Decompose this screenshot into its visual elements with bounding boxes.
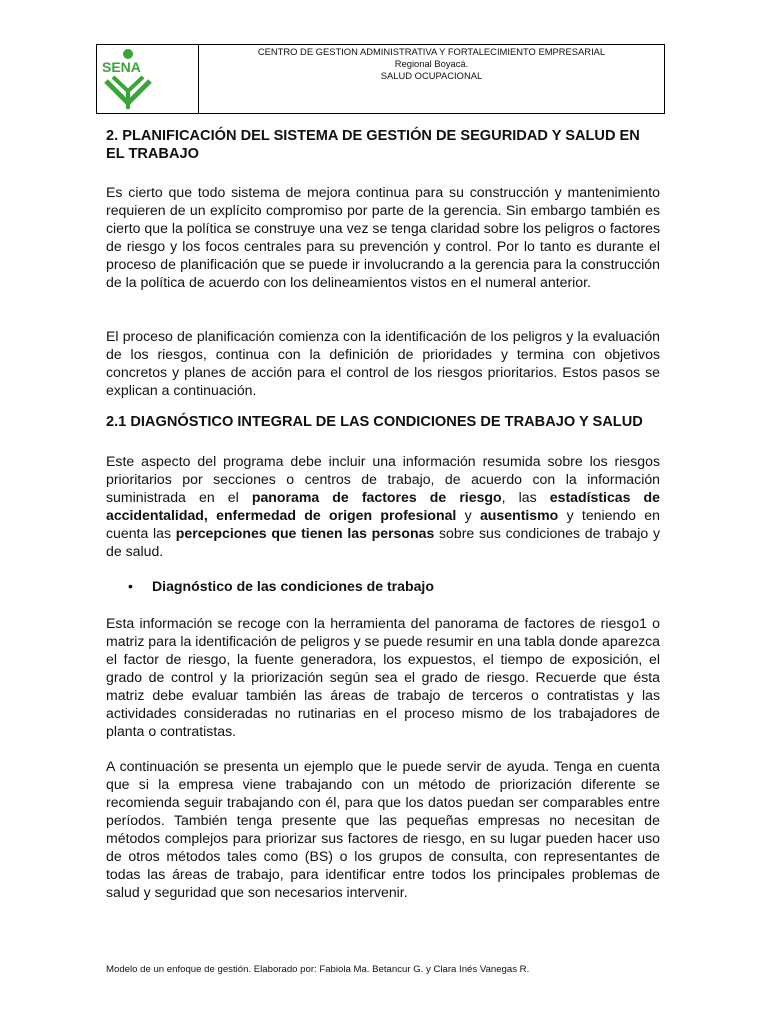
document-footer: Modelo de un enfoque de gestión. Elaborado por: Fabiola Ma. Betancur G. y Clara Inés Vanegas R.: [106, 964, 530, 975]
section-2-1-title: 2.1 DIAGNÓSTICO INTEGRAL DE LAS CONDICIONES DE TRABAJO Y SALUD: [106, 414, 643, 430]
sena-logo-icon: [101, 47, 157, 111]
section-2-paragraph-1: Es cierto que todo sistema de mejora continua para su construcción y mantenimiento requieren de un explícito compromiso por parte de la gerencia. Sin embargo también es cierto que la política se construye una vez se tenga claridad sobre los peligros o factores de riesgo y los focos centrales para su prevención y control. Por lo tanto es durante el proceso de planificación que se puede ir involucrando a la gerencia para la construcción de la política de acuerdo con los delineamientos vistos en el numeral anterior.: [106, 184, 660, 290]
logo-cell: [97, 45, 199, 113]
svg-text:SENA: SENA: [102, 59, 141, 75]
header-institution: CENTRO DE GESTION ADMINISTRATIVA Y FORTALECIMIENTO EMPRESARIAL: [257, 46, 606, 57]
bullet-dot-icon: •: [128, 578, 133, 594]
section-2-1-paragraph-3: A continuación se presenta un ejemplo que le puede servir de ayuda. Tenga en cuenta que si la empresa viene trabajando con un método de priorización diferente se recomienda seguir trabajando con él, para que los datos puedan ser comparables entre períodos. También tenga presente que las pequeñas empresas no necesitan de métodos complejos para priorizar sus factores de riesgo, en su lugar pueden hacer uso de otros métodos tales como (BS) o los grupos de consulta, con representantes de todas las áreas de trabajo, para identificar entre todos los principales problemas de salud y seguridad que son necesarios intervenir.: [106, 758, 660, 900]
document-header: [96, 44, 665, 114]
bullet-item: [128, 577, 628, 595]
header-text: [199, 45, 664, 113]
section-2-paragraph-2: El proceso de planificación comienza con la identificación de los peligros y la evaluación de los riesgos, continua con la definición de prioridades y termina con objetivos concretos y planes de acción para el control de los riesgos prioritarios. Estos pasos se explican a continuación.: [106, 328, 660, 398]
section-2-title: 2. PLANIFICACIÓN DEL SISTEMA DE GESTIÓN DE SEGURIDAD Y SALUD EN EL TRABAJO: [106, 128, 640, 162]
header-region: Regional Boyacá.: [394, 58, 469, 69]
bullet-label: Diagnóstico de las condiciones de trabajo: [152, 578, 434, 594]
section-2-1-paragraph-2: Esta información se recoge con la herramienta del panorama de factores de riesgo1 o matriz para la identificación de peligros y se puede resumir en una tabla donde aparezca el factor de riesgo, la fuente generadora, los expuestos, el tiempo de exposición, el grado de control y la priorización según sea el grado de riesgo. Recuerde que ésta matriz debe evaluar también las áreas de trabajo de terceros o contratistas y las actividades consideradas no rutinarias en el proceso mismo de los trabajadores de planta o contratistas.: [106, 615, 660, 739]
header-program: SALUD OCUPACIONAL: [380, 70, 483, 81]
section-2-1-paragraph-1: Este aspecto del programa debe incluir una información resumida sobre los riesgos prioritarios por secciones o centros de trabajo, de acuerdo con la información suministrada en el panorama de factores de riesgo, las estadísticas de accidentalidad, enfermedad de origen profesional y ausentismo y teniendo en cuenta las percepciones que tienen las personas sobre sus condiciones de trabajo y de salud.: [106, 453, 661, 559]
